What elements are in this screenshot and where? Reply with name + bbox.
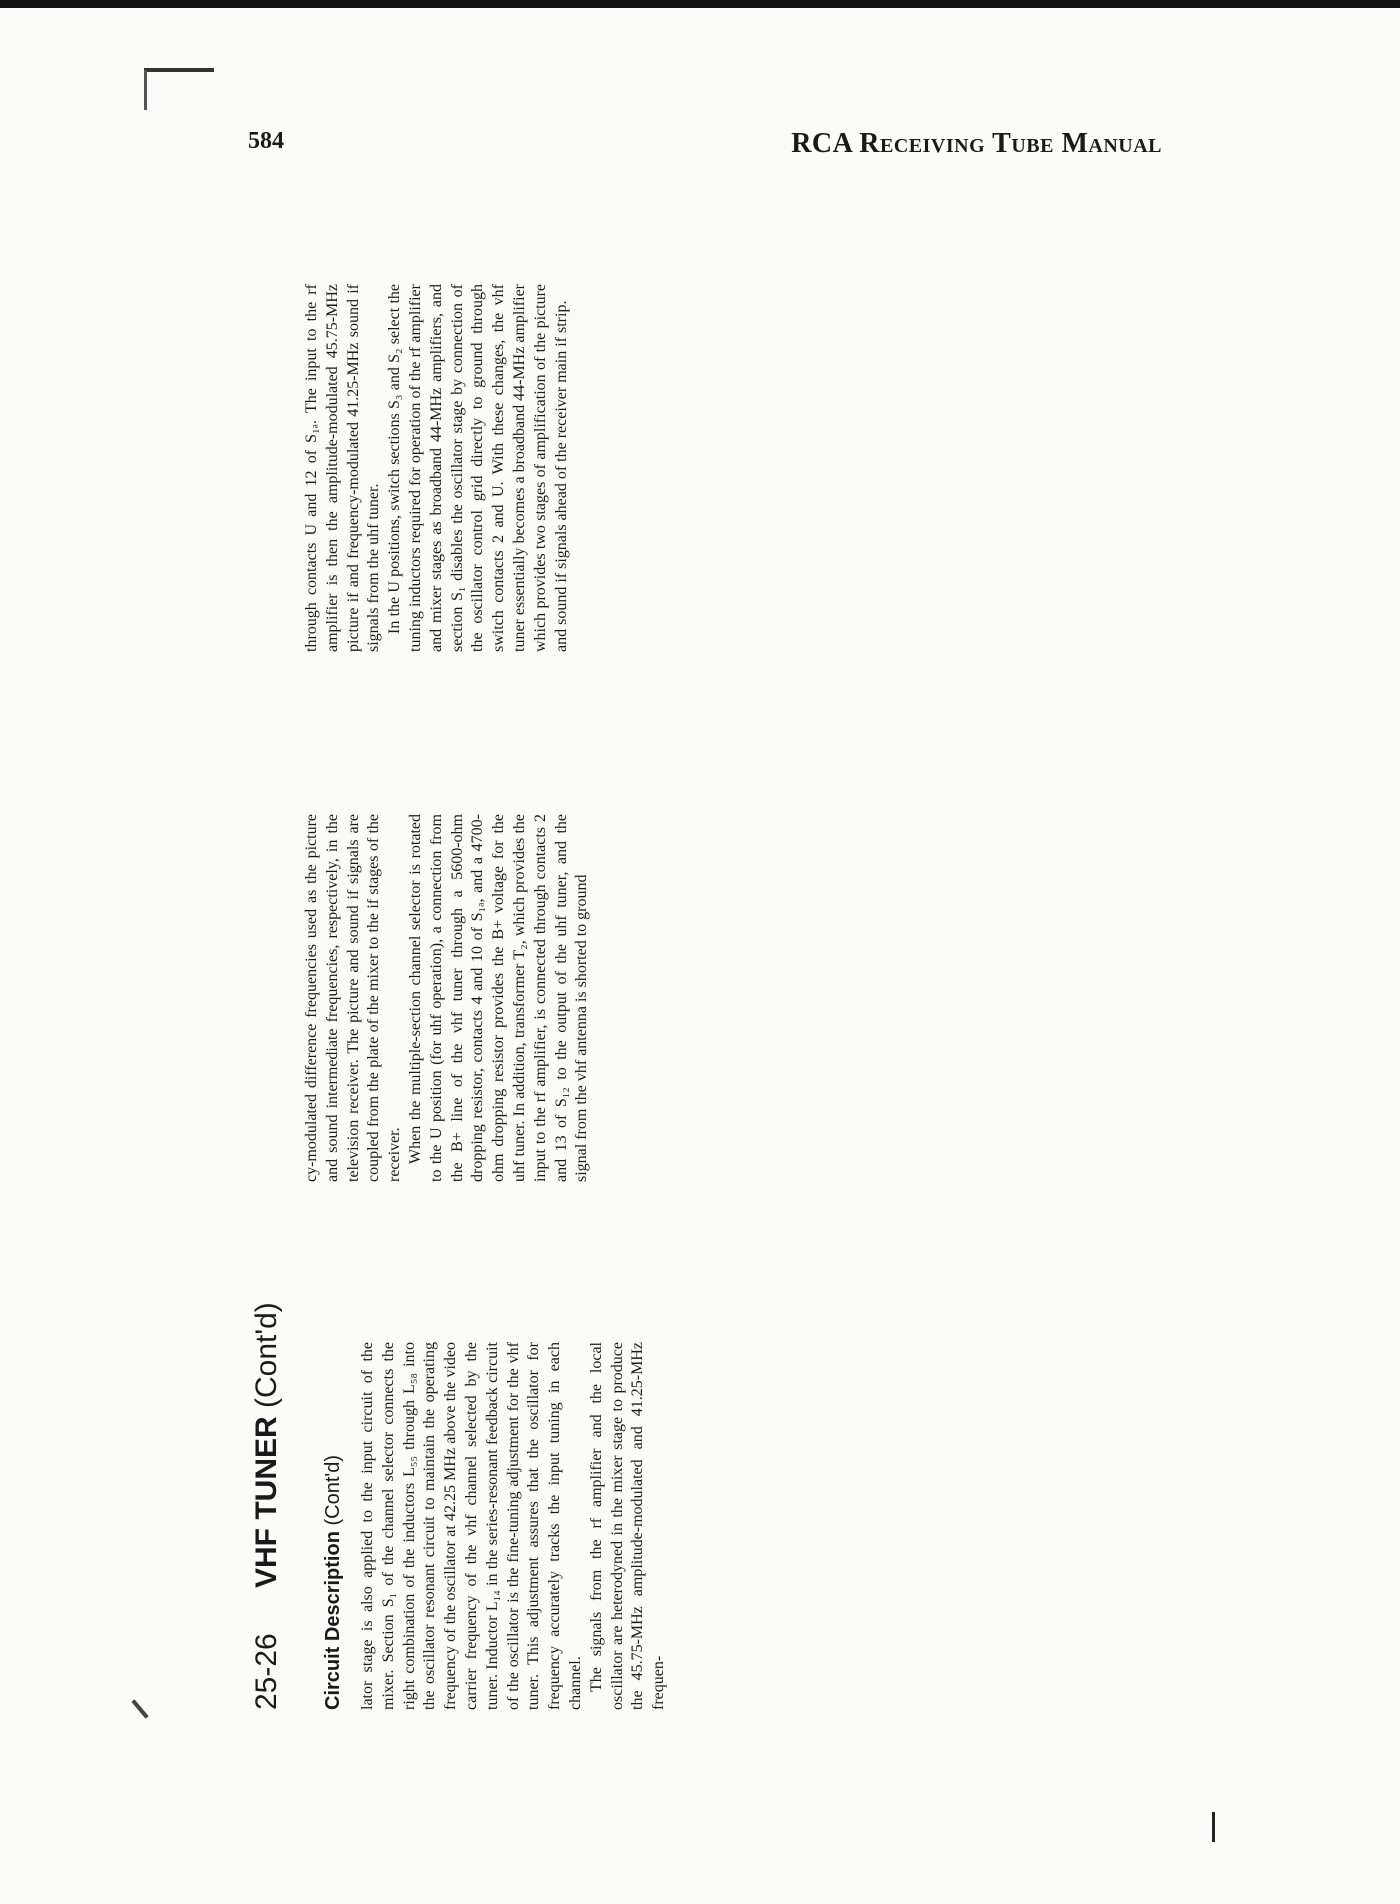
paragraph: When the multiple-section channel selector is rotated to the U position (for uhf operation), a connection from the B+ line of the vhf tuner through a 5600-ohm dropping resistor, contacts 4 and 10 of S₁ₐ, and a 4700-ohm dropping resistor provides the B+ voltage for the uhf tuner. In addition, transformer T₂, which provides the input to the rf amplifier, is connected through contacts 2 and 13 of S₁₂ to the output of the uhf tuner, and the signal from the vhf antenna is shorted to ground	[406, 814, 591, 1182]
text-column-1	[358, 1342, 670, 1710]
section-title	[250, 1302, 284, 1588]
paragraph: lator stage is also applied to the input circuit of the mixer. Section S₁ of the channel selector connects the right combination of the inductors L₅₅ through L₅₈ into the oscillator resonant circuit to maintain the operating frequency of the oscillator at 42.25 MHz above the video carrier frequency of the vhf channel selected by the tuner. Inductor L₁₄ in the series-resonant feedback circuit of the oscillator is the fine-tuning adjustment for the vhf tuner. This adjustment assures that the oscillator for frequency accurately tracks the input tuning in each channel.	[359, 1342, 584, 1710]
section-number: 25-26	[250, 1633, 283, 1710]
section-title-text: VHF TUNER	[250, 1416, 283, 1588]
corner-mark	[144, 68, 214, 72]
paragraph: cy-modulated difference frequencies used as the picture and sound intermediate frequencies, respectively, in the television receiver. The picture and sound if signals are coupled from the plate of the mixer to the if stages of the receiver.	[303, 814, 404, 1182]
scan-mark	[131, 1699, 148, 1718]
subsection-heading	[322, 1455, 345, 1710]
scan-tick	[1212, 1812, 1215, 1842]
paragraph: through contacts U and 12 of S₁ₐ. The input to the rf amplifier is then the amplitude-modulated 45.75-MHz picture if and frequency-modulated 41.25-MHz sound if signals from the uhf tuner.	[303, 284, 383, 652]
text-column-2	[302, 814, 593, 1182]
paragraph: In the U positions, switch sections S₃ and S₂ select the tuning inductors required for operation of the rf amplifier and mixer stages as broadband 44-MHz amplifiers, and section S₁ disables the oscillator stage by connection of the oscillator control grid directly to ground through switch contacts 2 and U. With these changes, the vhf tuner essentially becomes a broadband 44-MHz amplifier which provides two stages of amplification of the picture and sound if signals ahead of the receiver main if strip.	[386, 284, 570, 652]
section-title-suffix: (Cont'd)	[250, 1302, 283, 1408]
paragraph: The signals from the rf amplifier and the local oscillator are heterodyned in the mixer stage to produce the 45.75-MHz amplitude-modulated and 41.25-MHz frequen-	[587, 1342, 668, 1710]
corner-mark-vertical	[144, 70, 147, 110]
page-top-edge	[0, 0, 1400, 8]
page-number: 584	[248, 128, 284, 154]
manual-title: RCA Receiving Tube Manual	[791, 128, 1162, 159]
subsection-heading-suffix: (Cont'd)	[322, 1455, 344, 1526]
rotated-content	[250, 210, 1010, 1710]
subsection-heading-text: Circuit Description	[322, 1531, 344, 1710]
text-column-3	[302, 284, 572, 652]
